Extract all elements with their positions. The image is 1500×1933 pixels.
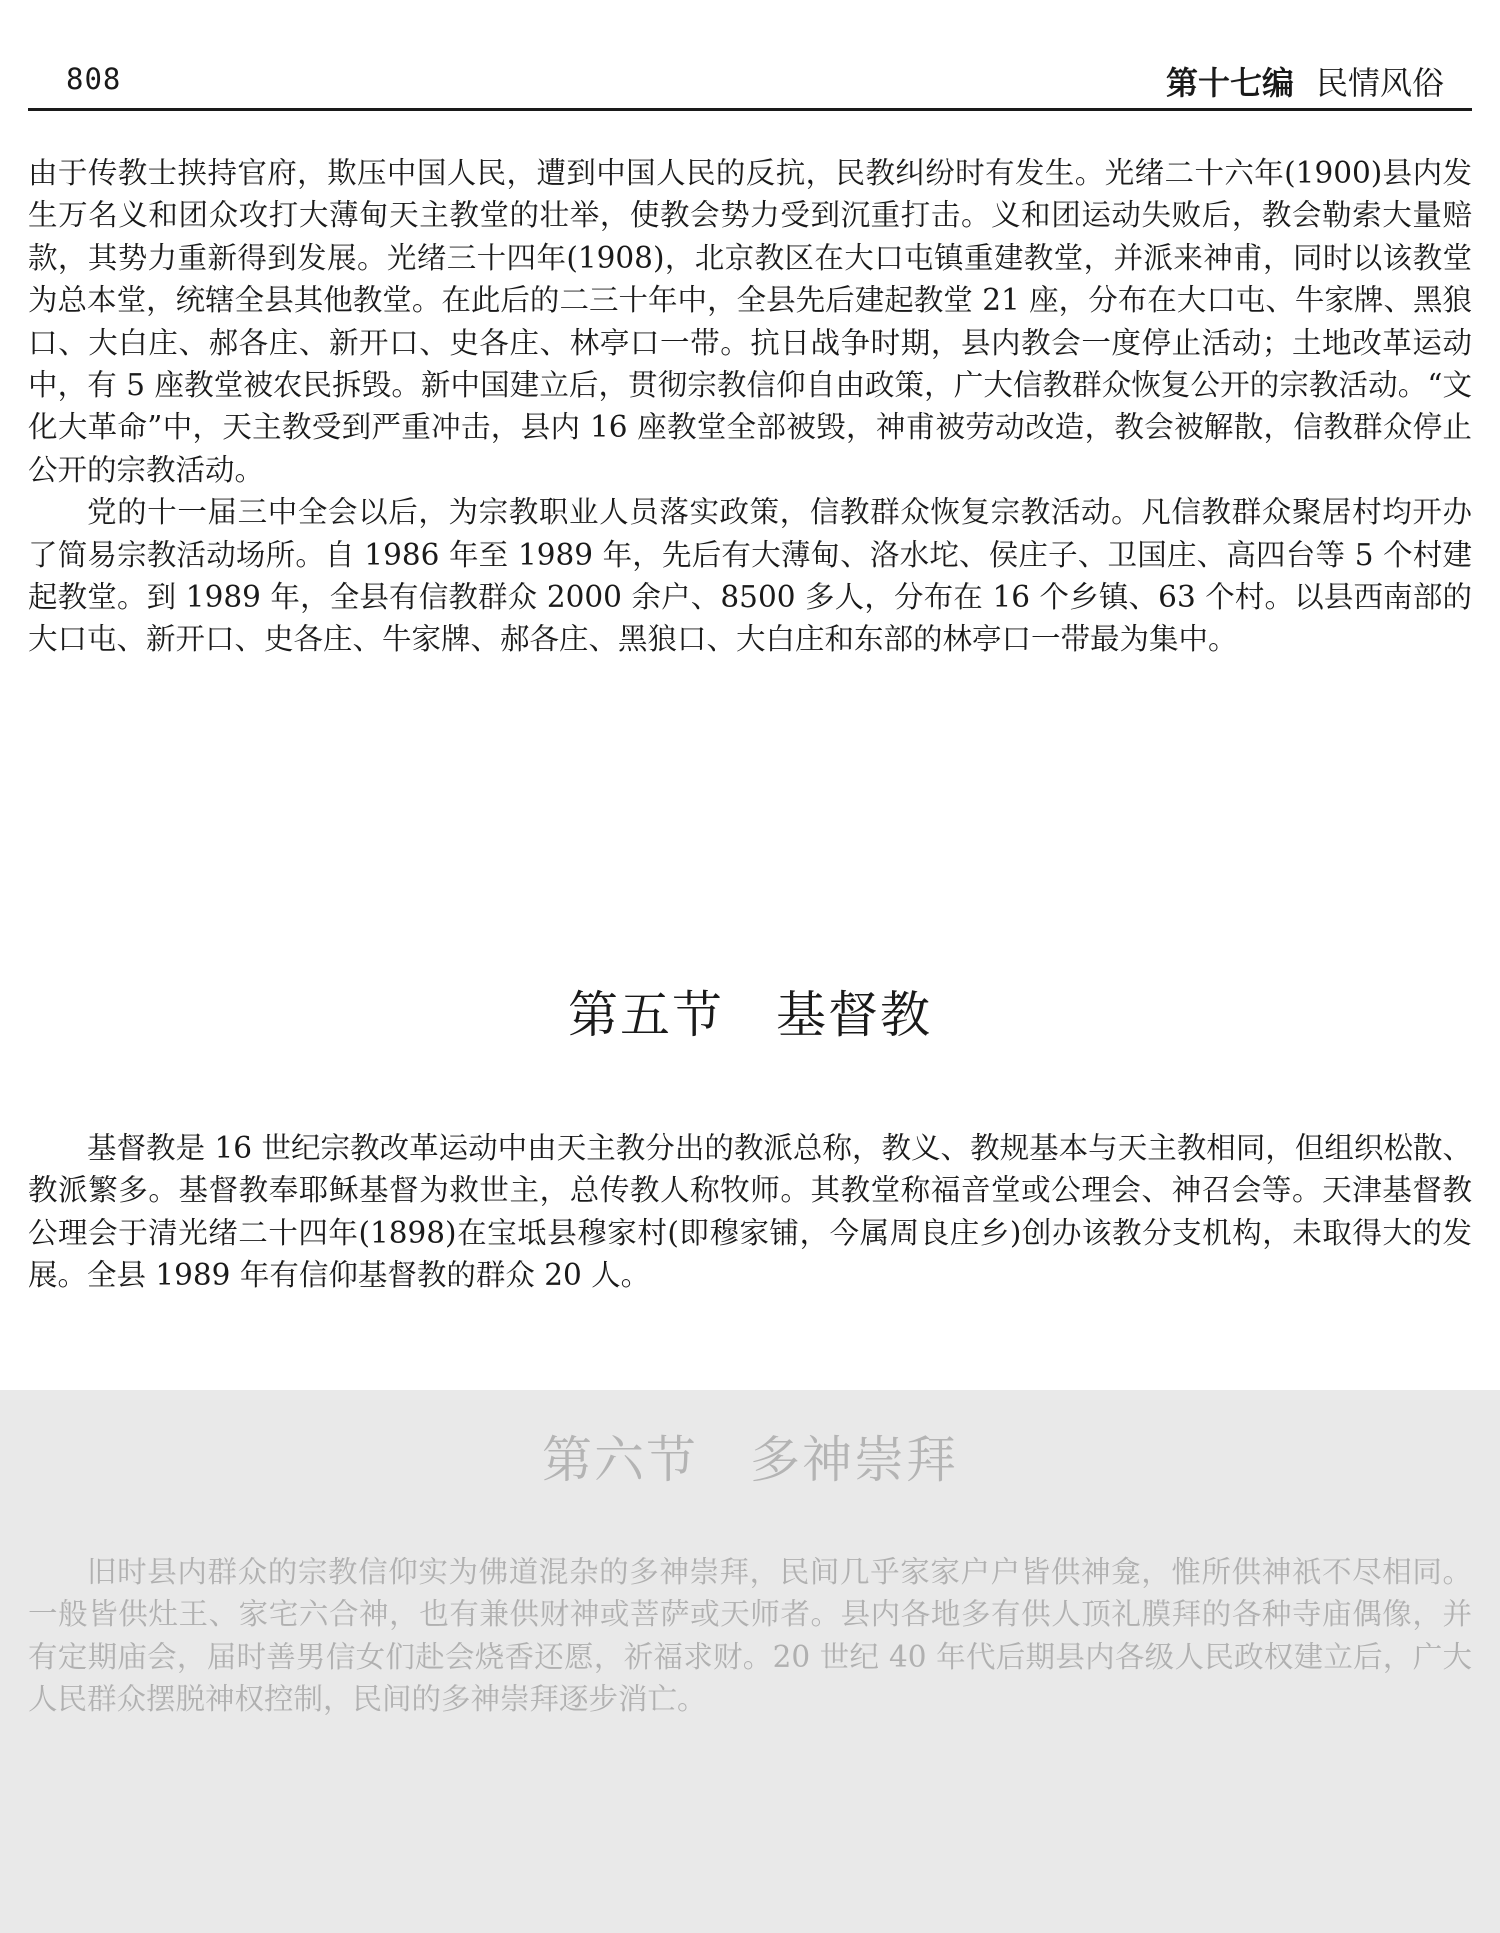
paragraph: 党的十一届三中全会以后，为宗教职业人员落实政策，信教群众恢复宗教活动。凡信教群众聚居村均开办了简易宗教活动场所。自 1986 年至 1989 年，先后有大薄甸、洛水坨、侯庄子、卫国庄、高四台等 5 个村建起教堂。到 1989 年，全县有信教群众 2000 余户、8500 多人，分布在 16 个乡镇、63 个村。以县西南部的大口屯、新开口、史各庄、牛家牌、郝各庄、黑狼口、大白庄和东部的林亭口一带最为集中。: [28, 495, 1472, 657]
paragraph: 旧时县内群众的宗教信仰实为佛道混杂的多神崇拜，民间几乎家家户户皆供神龛，惟所供神祇不尽相同。一般皆供灶王、家宅六合神，也有兼供财神或菩萨或天师者。县内各地多有供人顶礼膜拜的各种寺庙偶像，并有定期庙会，届时善男信女们赴会烧香还愿，祈福求财。20 世纪 40 年代后期县内各级人民政权建立后，广大人民群众摆脱神权控制，民间的多神崇拜逐步消亡。: [28, 1555, 1472, 1717]
polytheism-section-text: [28, 1551, 1472, 1721]
paragraph: 基督教是 16 世纪宗教改革运动中由天主教分出的教派总称，教义、教规基本与天主教相同，但组织松散、教派繁多。基督教奉耶稣基督为救世主，总传教人称牧师。其教堂称福音堂或公理会、神召会等。天津基督教公理会于清光绪二十四年(1898)在宝坻县穆家村(即穆家铺，今属周良庄乡)创办该教分支机构，未取得大的发展。全县 1989 年有信仰基督教的群众 20 人。: [28, 1131, 1472, 1293]
chapter-title: 民情风俗: [1315, 64, 1444, 102]
part-title: 第十七编: [1165, 64, 1294, 102]
christianity-section-text: [28, 1127, 1472, 1297]
section-title-polytheism: 第六节 多神崇拜: [542, 1431, 958, 1489]
catholic-section-text: [28, 152, 1472, 661]
page-number: 808: [66, 62, 122, 96]
page-header: [28, 52, 1472, 111]
section-title-christianity: 第五节 基督教: [568, 986, 932, 1044]
paragraph: 由于传教士挟持官府，欺压中国人民，遭到中国人民的反抗，民教纠纷时有发生。光绪二十六年(1900)县内发生万名义和团众攻打大薄甸天主教堂的壮举，使教会势力受到沉重打击。义和团运动失败后，教会勒索大量赔款，其势力重新得到发展。光绪三十四年(1908)，北京教区在大口屯镇重建教堂，并派来神甫，同时以该教堂为总本堂，统辖全县其他教堂。在此后的二三十年中，全县先后建起教堂 21 座，分布在大口屯、牛家牌、黑狼口、大白庄、郝各庄、新开口、史各庄、林亭口一带。抗日战争时期，县内教会一度停止活动；土地改革运动中，有 5 座教堂被农民拆毁。新中国建立后，贯彻宗教信仰自由政策，广大信教群众恢复公开的宗教活动。“文化大革命”中，天主教受到严重冲击，县内 16 座教堂全部被毁，神甫被劳动改造，教会被解散，信教群众停止公开的宗教活动。: [28, 156, 1472, 487]
